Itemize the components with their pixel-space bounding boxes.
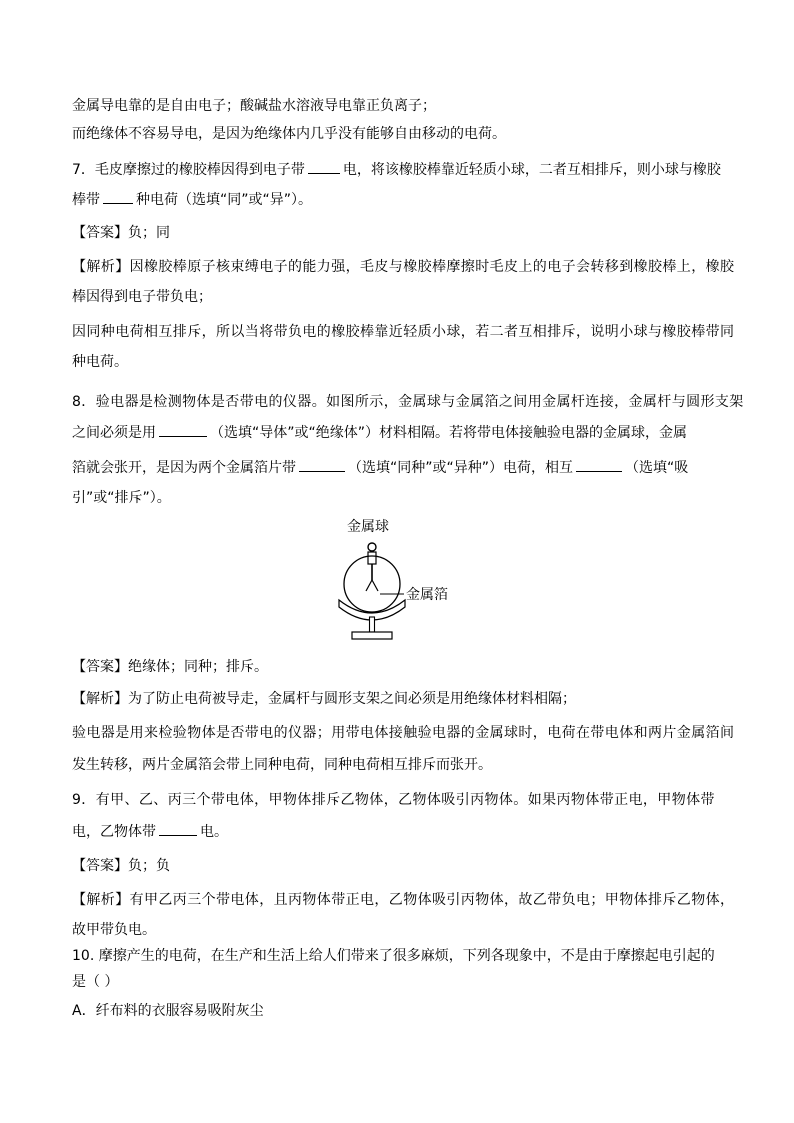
question-7 bbox=[72, 159, 732, 180]
answer-blank bbox=[576, 457, 622, 472]
text-line: 金属导电靠的是自由电子；酸碱盐水溶液导电靠正负离子； bbox=[72, 98, 436, 114]
answer-blank bbox=[159, 422, 207, 437]
text-line: 种电荷。 bbox=[72, 354, 128, 370]
foil-left bbox=[366, 580, 372, 591]
question-9: 9．有甲、乙、丙三个带电体，甲物体排斥乙物体，乙物体吸引丙物体。如果丙物体带正电，甲物体带 bbox=[72, 792, 715, 808]
q7-text-b: 电，将该橡胶棒靠近轻质小球，二者互相排斥，则小球与橡胶 bbox=[342, 162, 721, 178]
answer-blank bbox=[159, 821, 197, 836]
text-line: 故甲带负电。 bbox=[72, 922, 156, 938]
text-line: 引”或“排斥”）。 bbox=[72, 490, 171, 506]
question-8-cont bbox=[72, 457, 732, 478]
answer-7: 【答案】负；同 bbox=[72, 225, 170, 241]
text-line: 因同种电荷相互排斥，所以当将带负电的橡胶棒靠近轻质小球，若二者互相排斥，说明小球与橡胶棒带同 bbox=[72, 324, 735, 340]
q8-text-e: （选填“吸 bbox=[625, 460, 689, 476]
q9-text-a: 电，乙物体带 bbox=[72, 824, 156, 840]
q8-text-a: 之间必须是用 bbox=[72, 425, 156, 441]
q7-text-a: 7．毛皮摩擦过的橡胶棒因得到电子带 bbox=[72, 162, 305, 178]
analysis-7: 【解析】因橡胶棒原子核束缚电子的能力强，毛皮与橡胶棒摩擦时毛皮上的电子会转移到橡胶棒上，橡胶 bbox=[72, 259, 735, 275]
stand-base bbox=[352, 632, 392, 639]
question-10: 10. 摩擦产生的电荷，在生产和生活上给人们带来了很多麻烦，下列各现象中，不是由于摩擦起电引起的 bbox=[72, 948, 715, 964]
text-line: 棒因得到电子带负电； bbox=[72, 289, 212, 305]
question-10-cont: 是（ ） bbox=[72, 974, 119, 990]
label-metal-foil: 金属箔 bbox=[406, 587, 448, 603]
answer-blank bbox=[308, 159, 340, 174]
analysis-8: 【解析】为了防止电荷被导走，金属杆与圆形支架之间必须是用绝缘体材料相隔； bbox=[72, 691, 576, 707]
text-line: 验电器是用来检验物体是否带电的仪器；用带电体接触验电器的金属球时，电荷在带电体和两片金属箔间 bbox=[72, 725, 735, 741]
q9-text-b: 电。 bbox=[200, 824, 228, 840]
option-a: A．纤布料的衣服容易吸附灰尘 bbox=[72, 1003, 264, 1019]
answer-8: 【答案】绝缘体；同种；排斥。 bbox=[72, 659, 268, 675]
q8-text-d: （选填“同种”或“异种”）电荷，相互 bbox=[348, 460, 574, 476]
q8-text-b: （选填“导体”或“绝缘体”）材料相隔。若将带电体接触验电器的金属球，金属 bbox=[210, 425, 688, 441]
question-8: 8．验电器是检测物体是否带电的仪器。如图所示，金属球与金属箔之间用金属杆连接，金属杆与圆形支架 bbox=[72, 394, 744, 410]
electroscope-diagram bbox=[330, 514, 460, 646]
foil-right bbox=[372, 580, 378, 591]
answer-blank bbox=[299, 457, 345, 472]
answer-9: 【答案】负；负 bbox=[72, 858, 170, 874]
q8-text-c: 箔就会张开，是因为两个金属箔片带 bbox=[72, 460, 296, 476]
insulator-plug bbox=[368, 552, 376, 564]
metal-ball bbox=[368, 543, 376, 551]
label-metal-ball: 金属球 bbox=[347, 519, 389, 535]
text-line: 发生转移，两片金属箔会带上同种电荷，同种电荷相互排斥而张开。 bbox=[72, 757, 492, 773]
question-7-cont bbox=[72, 189, 732, 210]
q7-text-d: 种电荷（选填“同”或“异”）。 bbox=[136, 192, 313, 208]
q7-text-c: 棒带 bbox=[72, 192, 100, 208]
answer-blank bbox=[103, 189, 133, 204]
analysis-9: 【解析】有甲乙丙三个带电体，且丙物体带正电，乙物体吸引丙物体，故乙带负电；甲物体排斥乙物体， bbox=[72, 892, 735, 908]
question-8-cont bbox=[72, 422, 732, 443]
stand-stem bbox=[370, 617, 375, 632]
text-line: 而绝缘体不容易导电，是因为绝缘体内几乎没有能够自由移动的电荷。 bbox=[72, 126, 506, 142]
question-9-cont bbox=[72, 821, 732, 842]
